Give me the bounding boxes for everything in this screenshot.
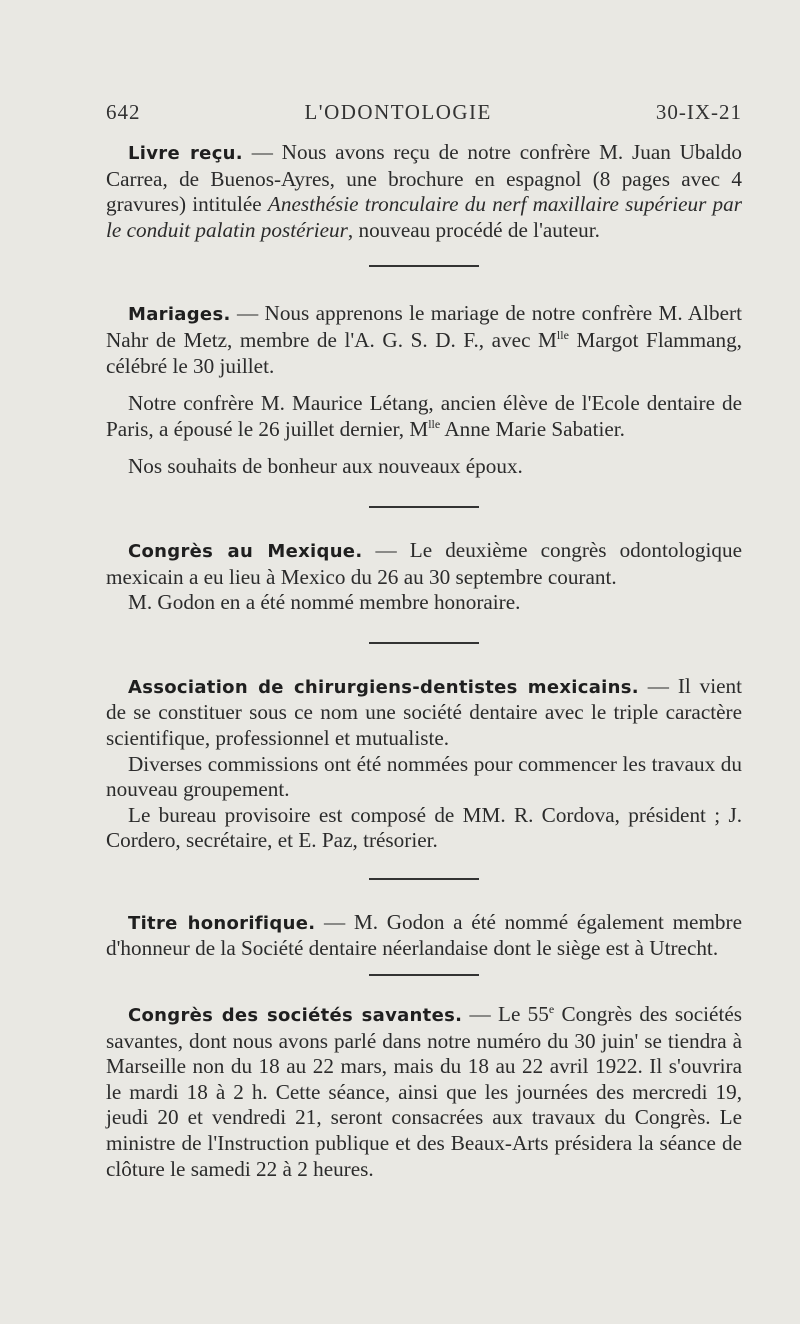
titre-text-1: — M. Godon a été nommé également membre d'honneur de la Société dentaire néerlandaise dont le siège est à Utrecht. bbox=[106, 909, 742, 961]
brochure-title: Anesthésie tronculaire du nerf maxillaire supérieur par le conduit palatin postérieur bbox=[106, 192, 742, 242]
paragraph-congres-mexique-2: M. Godon en a été nommé membre honoraire. bbox=[128, 590, 521, 615]
journal-title: L'ODONTOLOGIE bbox=[304, 100, 492, 124]
page-body bbox=[106, 140, 742, 1182]
congres-societes-text-a: — Le 55 bbox=[462, 1002, 549, 1027]
heading-congres-societes: Congrès des sociétés savantes. bbox=[128, 1005, 463, 1027]
congres-societes-sup: e bbox=[548, 1002, 555, 1016]
section-divider bbox=[369, 878, 479, 880]
page-number: 642 bbox=[106, 100, 141, 124]
congres-societes-text-b: Congrès des sociétés savantes, dont nous avons parlé dans notre numéro du 30 juin' se tiendra à Marseille non du 18 au 22 mars, mais du 18 au 22 avril 1922. Il s'ouvrira le mardi 18 à 2 h. Cette séance, ainsi que les journées des mercredi 19, jeudi 20 et vendredi 21, seront consacrées aux travaux du Congrès. Le ministre de l'Instruction publique et des Beaux-Arts présidera la séance de clôture le samedi 22 à 2 heures. bbox=[106, 1002, 742, 1181]
paragraph-mariages-2 bbox=[106, 391, 742, 442]
paragraph-congres-societes bbox=[106, 1002, 742, 1182]
paragraph-association-1 bbox=[106, 674, 742, 752]
heading-titre-honorifique: Titre honorifique. bbox=[128, 912, 316, 934]
heading-livre-recu: Livre reçu. bbox=[128, 143, 243, 164]
paragraph-association-3: Le bureau provisoire est composé de MM. R. Cordova, président ; J. Cordero, secrétaire, et E. Paz, trésorier. bbox=[106, 802, 742, 853]
running-header bbox=[106, 100, 742, 125]
mariages-text-2b: Anne Marie Sabatier. bbox=[440, 416, 625, 441]
paragraph-livre-recu bbox=[106, 140, 742, 243]
mariages-text-2a: Notre confrère M. Maurice Létang, ancien élève de l'Ecole dentaire de Paris, a épousé le 26 juillet dernier, M bbox=[106, 391, 742, 441]
heading-mariages: Mariages. bbox=[128, 304, 231, 326]
mariages-text-1b: Margot Flammang, célébré le 30 juillet. bbox=[106, 327, 742, 378]
paragraph-congres-mexique-1 bbox=[106, 538, 742, 590]
mariages-sup-2: lle bbox=[428, 416, 441, 431]
congres-mexique-text-1: — Le deuxième congrès odontologique mexicain a eu lieu à Mexico du 26 au 30 septembre courant. bbox=[106, 537, 742, 589]
livre-text-2: , nouveau procédé de l'auteur. bbox=[347, 217, 600, 242]
section-divider bbox=[369, 642, 479, 644]
paragraph-association-2: Diverses commissions ont été nommées pour commencer les travaux du nouveau groupement. bbox=[106, 751, 742, 802]
paragraph-mariages-1 bbox=[106, 301, 742, 379]
association-text-1: — Il vient de se constituer sous ce nom une société dentaire avec le triple caractère scientifique, professionnel et mutualiste. bbox=[106, 673, 742, 750]
mariages-sup-1: lle bbox=[556, 327, 569, 342]
section-divider bbox=[369, 974, 479, 976]
paragraph-mariages-3: Nos souhaits de bonheur aux nouveaux époux. bbox=[128, 454, 523, 479]
issue-date: 30-IX-21 bbox=[655, 100, 742, 124]
heading-congres-mexique: Congrès au Mexique. bbox=[128, 540, 363, 562]
mariages-text-1a: — Nous apprenons le mariage de notre confrère M. Albert Nahr de Metz, membre de l'A. G. S. D. F., avec M bbox=[106, 301, 742, 352]
paragraph-titre-honorifique bbox=[106, 910, 742, 962]
livre-text-1: — Nous avons reçu de notre confrère M. Juan Ubaldo Carrea, de Buenos-Ayres, une brochure en espagnol (8 pages avec 4 gravures) intitulée bbox=[106, 140, 742, 217]
section-divider bbox=[369, 506, 479, 508]
heading-association: Association de chirurgiens-dentistes mexicains. bbox=[128, 676, 639, 698]
section-divider bbox=[369, 265, 479, 267]
